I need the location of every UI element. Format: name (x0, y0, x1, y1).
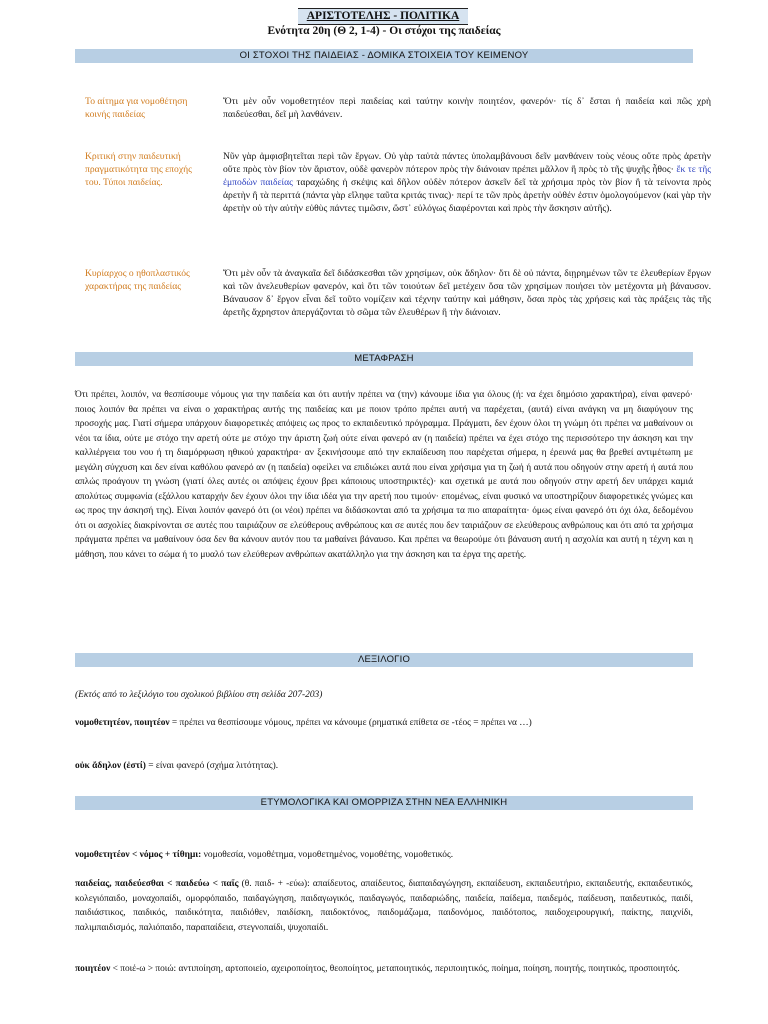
translation-text: Ότι πρέπει, λοιπόν, να θεσπίσουμε νόμους για την παιδεία και ότι αυτήν πρέπει να (την) κάνουμε ίδια για όλους (ή: να έχει δημόσιο χαρακτήρα), είναι φανερό· ποιος λοιπόν θα πρέπει να είναι ο χαρακτήρας αυτής της παιδείας και με ποιον τρόπο πρέπει αυτή να παρέχεται, (αυτά) είναι ανάγκη να μη διαφύγουν της προσοχής μας. Γιατί σήμερα υπάρχουν διαφορετικές απόψεις ως προς το εκπαιδευτικό πρόγραμμα. Πράγματι, δεν έχουν όλοι τη γνώμη ότι πρέπει να μαθαίνουν οι νέοι τα ίδια, ούτε με στόχο την αρετή ούτε με στόχο την άριστη ζωή ούτε είναι φανερό αν (η παιδεία) πρέπει να έχει στόχο της περισσότερο την άσκηση και την καλλιέργεια του νου ή τη διαμόρφωση ηθικού χαρακτήρα· αν ξεκινήσουμε από την εκπαίδευση που παρέχεται σήμερα, η έρευνά μας θα βρεθεί αντιμέτωπη με μεγάλη σύγχυση και δεν είναι καθόλου φανερό αν (η παιδεία) οφείλει να επιδιώκει αυτά που είναι χρήσιμα για τη ζωή ή αυτά που οδηγούν στην αρετή ή αυτά που απλώς προάγουν τη γνώση (γιατί όλες αυτές οι απόψεις έχουν βρει κάποιους υποστηρικτές)· και σχετικά με αυτά που οδηγούν στην αρετή δεν υπάρχει καμιά απολύτως συμφωνία (εξάλλου καταρχήν δεν έχουν όλοι την ίδια ιδέα για την αρετή που τιμούν· επομένως, είναι φυσικό να υποστηρίζουν διαφορετικές γνώμες και ως προς την άσκησή της). Είναι λοιπόν φανερό ότι (οι νέοι) πρέπει να διδάσκονται από τα χρήσιμα τα πιο απαραίτητα· όμως είναι φανερό ότι όχι όλα, δεδομένου ότι οι ασχολίες διακρίνονται σε αυτές που ταιριάζουν σε ελεύθερους ανθρώπους και σε αυτές που δεν ταιριάζουν σε ελεύθερους ανθρώπους και ότι από τα χρήσιμα πράγματα πρέπει να μαθαίνουν όσα δεν θα κάνουν αυτόν που τα μαθαίνει βάναυσο. Και πρέπει να θεωρούμε ότι βάναυση αυτή η ασχολία και αυτή η τέχνη και η μάθηση, που κάνει το σώμα ή το μυαλό των ελεύθερων ανθρώπων ακατάλληλο για την άσκηση και τα έργα της αρετής. (75, 390, 693, 560)
glossary-entry (75, 716, 693, 731)
row-label-2: Κριτική στην παιδευτική πραγματικότητα της εποχής του. Τύποι παιδείας. (85, 151, 192, 188)
row-text-2-part-b: ταραχώδης ἡ σκέψις καὶ δῆλον οὐδὲν πότερον ἀσκεῖν δεῖ τὰ χρήσιμα πρὸς τὸν βίον ἢ τὰ τείνοντα πρὸς ἀρετὴν ἢ τὰ περιττά (πάντα γὰρ εἴληφε ταῦτα κριτάς τινας)· περί τε τῶν πρὸς ἀρετὴν οὐθέν ἐστιν ὁμολογούμενον (καὶ γὰρ τὴν ἀρετὴν οὐ τὴν αὐτὴν εὐθὺς πάντες τιμῶσιν, ὥστ᾽ εὐλόγως διαφέρονται καὶ πρὸς τὴν ἄσκησιν αὐτῆς). (223, 177, 712, 214)
etymology-definition: νομοθεσία, νομοθέτημα, νομοθετημένος, νομοθέτης, νομοθετικός. (201, 850, 454, 860)
etymology-term: ποιητέον (75, 964, 111, 974)
glossary-entry (75, 759, 693, 774)
section-heading-glossary: ΛΕΞΙΛΟΓΙΟ (75, 653, 693, 667)
row-label-3: Κυρίαρχος ο ηθοπλαστικός χαρακτήρας της παιδείας (85, 268, 190, 292)
row-label-1: Το αίτημα για νομοθέτηση κοινής παιδείας (85, 96, 188, 120)
glossary-definition: = είναι φανερό (σχήμα λιτότητας). (145, 761, 279, 771)
glossary-term: οὐκ ἄδηλον (ἐστί) (75, 761, 146, 771)
section-heading-etymology: ΕΤΥΜΟΛΟΓΙΚΑ ΚΑΙ ΟΜΟΡΡΙΖΑ ΣΤΗΝ ΝΕΑ ΕΛΛΗΝΙΚΗ (75, 796, 693, 810)
etymology-entry (75, 877, 693, 935)
glossary-term: νομοθετητέον, ποιητέον (75, 718, 170, 728)
glossary-note: (Εκτός από το λεξιλόγιο του σχολικού βιβλίου στη σελίδα 207-203) (75, 690, 323, 700)
etymology-entry (75, 962, 693, 977)
section-heading-structure: ΟΙ ΣΤΟΧΟΙ ΤΗΣ ΠΑΙΔΕΙΑΣ - ΔΟΜΙΚΑ ΣΤΟΙΧΕΙΑ ΤΟΥ ΚΕΙΜΕΝΟΥ (75, 49, 693, 63)
etymology-entry (75, 848, 693, 863)
etymology-definition: (θ. παιδ- + -εύω): απαίδευτος, απαίδευτος, διαπαιδαγώγηση, εκπαίδευση, εκπαιδευτήριο, εκπαιδευτής, εκπαιδευτικός, κολεγιόπαιδο, μοναχοπαίδι, ομορφόπαιδο, παιδαγώγηση, παιδαγωγικός, παιδαγωγός, παιδαριώδης, παιδεία, παίδεμα, παιδεμός, παίδευση, παιδευτικός, παιδί, παιδιάστικος, παιδικός, παιδικότητα, παιδιόθεν, παιδίσκη, παιδοκτόνος, παιδομάζωμα, παιδονόμος, παιδότοπος, παιδοχειρουργική, παίκτης, παιχνίδι, παλιμπαιδισμός, παλιόπαιδο, παραπαίδεια, στεγνοπαίδι, ψυχοπαίδι. (75, 879, 693, 933)
document-subtitle: Ενότητα 20η (Θ 2, 1-4) - Οι στόχοι της παιδείας (267, 25, 501, 37)
row-text-2-highlight: ἔκ τε τῆς ἐμποδὼν παιδείας (223, 164, 712, 188)
row-text-1: Ὅτι μὲν οὖν νομοθετητέον περὶ παιδείας καὶ ταύτην κοινὴν ποιητέον, φανερόν· τίς δ᾽ ἔσται ἡ παιδεία καὶ πῶς χρὴ παιδεύεσθαι, δεῖ μὴ λανθάνειν. (223, 96, 711, 120)
section-heading-translation: ΜΕΤΑΦΡΑΣΗ (75, 352, 693, 366)
etymology-definition: < ποιέ-ω > ποιώ: αντιποίηση, αρτοποιείο, αχειροποίητος, θεοποίητος, μεταποιητικός, περιποιητικός, ποίημα, ποίηση, ποιητής, ποιητικός, προσποιητός. (110, 964, 680, 974)
row-text-3: Ὅτι μὲν οὖν τὰ ἀναγκαῖα δεῖ διδάσκεσθαι τῶν χρησίμων, οὐκ ἄδηλον· ὅτι δὲ οὐ πάντα, διῃρημένων τῶν τε ἐλευθερίων ἔργων καὶ τῶν ἀνελευθερίων φανερόν, καὶ ὅτι τῶν τοιούτων δεῖ μετέχειν ὅσα τῶν χρησίμων ποιήσει τὸν μετέχοντα μὴ βάναυσον. Βάναυσον δ᾽ ἔργον εἶναι δεῖ τοῦτο νομίζειν καὶ τέχνην ταύτην καὶ μάθησιν, ὅσαι πρὸς τὰς χρήσεις καὶ τὰς πράξεις τὰς τῆς ἀρετῆς ἄχρηστον ἀπεργάζονται τὸ σῶμα τῶν ἐλευθέρων ἢ τὴν διάνοιαν. (223, 268, 711, 318)
etymology-term: νομοθετητέον < νόμος + τίθημι: (75, 850, 202, 860)
etymology-term: παιδείας, παιδεύεσθαι < παιδεύω < παῖς (75, 879, 239, 889)
glossary-definition: = πρέπει να θεσπίσουμε νόμους, πρέπει να κάνουμε (ρηματικά επίθετα σε -τέος = πρέπει να …) (169, 718, 532, 728)
row-text-2-part-a: Νῦν γὰρ ἀμφισβητεῖται περὶ τῶν ἔργων. Οὐ γὰρ ταὐτὰ πάντες ὑπολαμβάνουσι δεῖν μανθάνειν τοὺς νέους οὔτε πρὸς ἀρετὴν οὔτε πρὸς τὸν βίον τὸν ἄριστον, οὐδὲ φανερὸν πότερον πρὸς τὴν διάνοιαν πρέπει μᾶλλον ἢ πρὸς τὸ τῆς ψυχῆς ἦθος· (223, 151, 711, 175)
row-text-2 (223, 150, 711, 215)
document-title: ΑΡΙΣΤΟΤΕΛΗΣ - ΠΟΛΙΤΙΚΑ (298, 8, 468, 25)
